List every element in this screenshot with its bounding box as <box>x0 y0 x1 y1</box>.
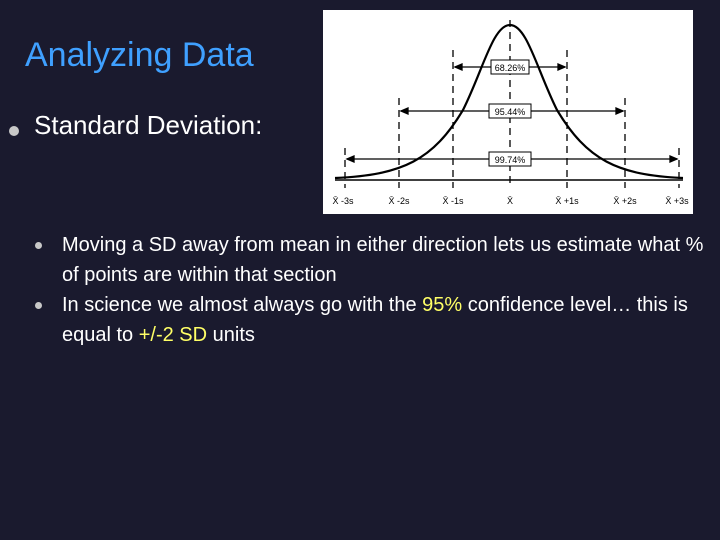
slide-title: Analyzing Data <box>25 36 254 74</box>
bullet-text-after: units <box>207 324 255 346</box>
bullet-text-before: In science we almost always go with the <box>62 294 423 316</box>
arrowhead <box>401 108 408 114</box>
arrowhead <box>670 156 677 162</box>
bullet-dot <box>35 242 42 249</box>
arrowhead <box>455 64 462 70</box>
bullet-item <box>62 290 712 350</box>
highlight-2sd: +/-2 SD <box>138 324 208 346</box>
normal-distribution-figure <box>323 10 693 214</box>
axis-label-m3: X̄ -3s <box>332 196 354 206</box>
arrowhead <box>558 64 565 70</box>
axis-label-mean: X̄ <box>506 196 514 206</box>
bullet-text-middle: confidence level… this is equal to <box>62 294 688 346</box>
bullet-text: Moving a SD away from mean in either direction lets us estimate what % of points are within that section <box>62 234 704 286</box>
standard-deviation-heading: Standard Deviation: <box>34 110 263 140</box>
bullet-item <box>62 230 712 290</box>
pct-99-label: 99.74% <box>494 155 526 165</box>
axis-label-p1: X̄ +1s <box>555 196 579 206</box>
axis-label-m1: X̄ -1s <box>442 196 464 206</box>
bullet-dot <box>9 126 19 136</box>
arrowhead <box>616 108 623 114</box>
arrowhead <box>347 156 354 162</box>
pct-68-label: 68.26% <box>494 63 526 73</box>
bullet-list <box>62 230 712 350</box>
pct-95-label: 95.44% <box>494 107 526 117</box>
axis-label-m2: X̄ -2s <box>388 196 410 206</box>
normal-curve-svg <box>323 10 693 214</box>
bullet-dot <box>35 302 42 309</box>
axis-label-p3: X̄ +3s <box>665 196 689 206</box>
highlight-95: 95% <box>422 294 463 316</box>
axis-label-p2: X̄ +2s <box>613 196 637 206</box>
